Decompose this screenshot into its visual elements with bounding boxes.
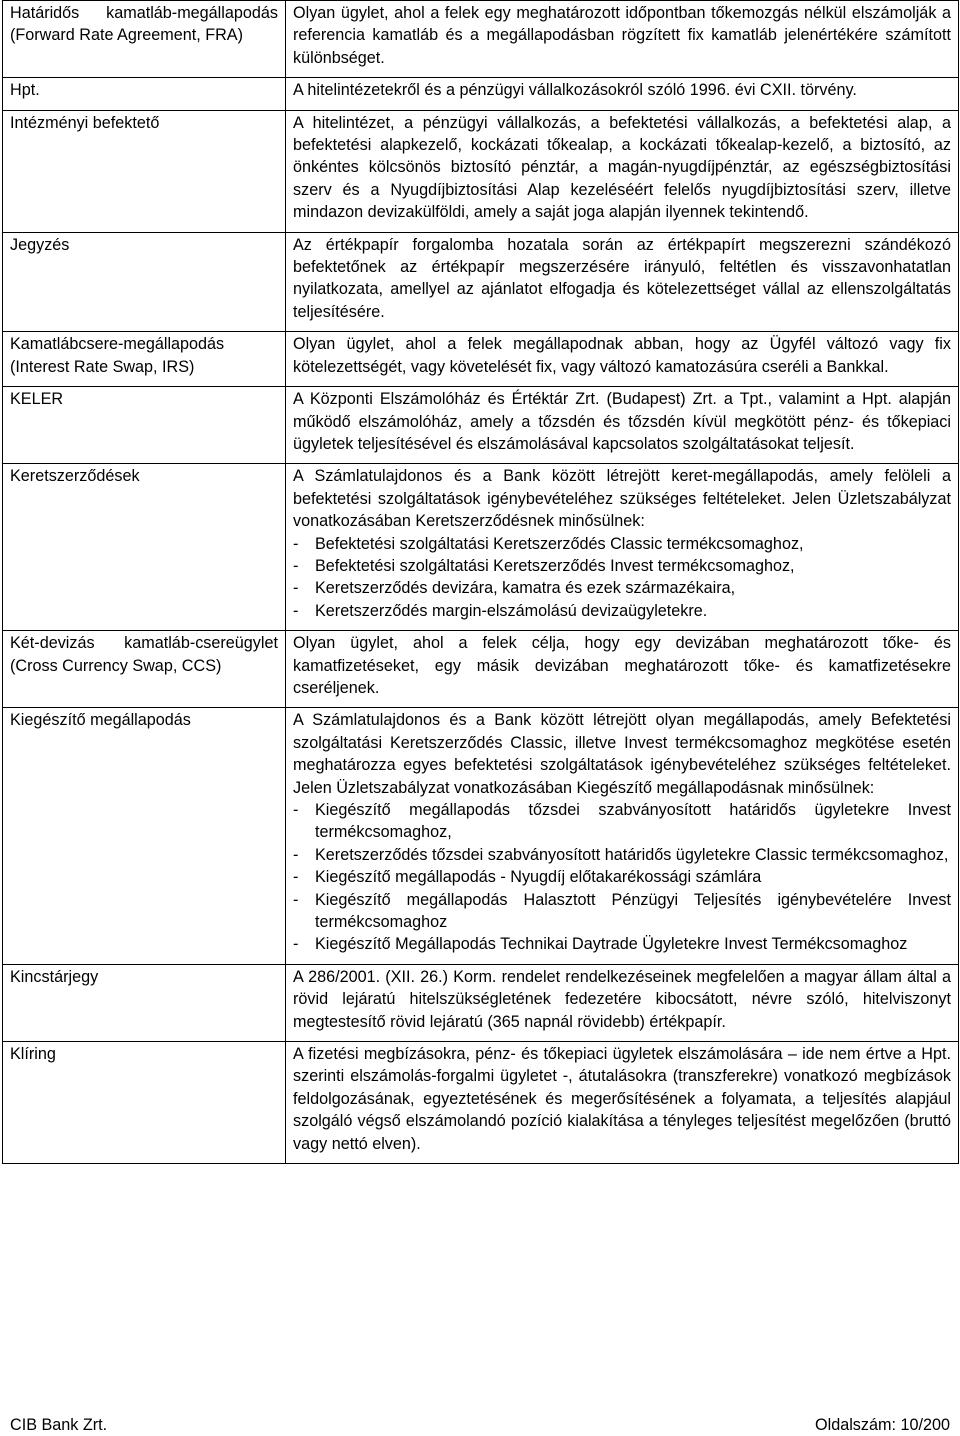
- list-item-text: Befektetési szolgáltatási Keretszerződés Classic termékcsomaghoz,: [315, 534, 804, 553]
- term-cell: [3, 232, 286, 332]
- definition-text: Olyan ügylet, ahol a felek megállapodnak abban, hogy az Ügyfél változó vagy fix kötelezettségét, vagy követelését fix, vagy változó kamatozásúra cseréli a Bankkal.: [293, 335, 951, 376]
- dash-bullet: -: [293, 801, 299, 819]
- list-item: [293, 555, 951, 577]
- term-text: Keretszerződések: [10, 467, 140, 486]
- definition-text: A fizetési megbízásokra, pénz- és tőkepiaci ügyletek elszámolására – ide nem értve a Hpt. szerinti elszámolás-forgalmi ügyletet -, átutalásokra (transzferekre) vonatkozó megbízások feldolgozásának, egyeztetésének és megerősítésének a folyamata, a teljesítés alapjául szolgáló végső elszámolandó pozíció kialakítása a tényleges teljesítést megelőzően (bruttó vagy nettó elven).: [293, 1045, 951, 1153]
- footer-page-number: Oldalszám: 10/200: [815, 1416, 950, 1434]
- definition-cell: [286, 232, 959, 332]
- list-item: [293, 933, 951, 955]
- term-cell: [3, 1042, 286, 1164]
- definition-cell: [286, 78, 959, 110]
- term-text: KELER: [10, 390, 64, 409]
- term-text: Klíring: [10, 1045, 56, 1064]
- glossary-page: [2, 0, 958, 1164]
- table-row: [3, 332, 959, 387]
- definition-text: Az értékpapír forgalomba hozatala során az értékpapírt megszerezni szándékozó befektetőnek az értékpapír megszerzésére irányuló, feltétlen és visszavonhatatlan nyilatkozata, amellyel az ajánlatot elfogadja és kötelezettséget vállal az ellenszolgáltatás teljesítésére.: [293, 235, 951, 321]
- list-item: [293, 577, 951, 599]
- definition-text: Olyan ügylet, ahol a felek célja, hogy egy devizában meghatározott tőke- és kamatfizetéseket, egy másik devizában meghatározott tőke- és kamatfizetésekre cseréljenek.: [293, 634, 951, 697]
- term-cell: [3, 964, 286, 1041]
- term-cell: [3, 631, 286, 708]
- definition-cell: [286, 110, 959, 232]
- definition-cell: [286, 708, 959, 964]
- list-item: [293, 799, 951, 844]
- term-text: Hpt.: [10, 81, 40, 100]
- definition-cell: [286, 964, 959, 1041]
- list-item: [293, 533, 951, 555]
- table-row: [3, 464, 959, 631]
- table-row: [3, 964, 959, 1041]
- list-item-text: Keretszerződés devizára, kamatra és ezek származékaira,: [315, 579, 736, 598]
- term-text: Kiegészítő megállapodás: [10, 711, 191, 730]
- dash-bullet: -: [293, 556, 299, 575]
- table-row: [3, 1042, 959, 1164]
- dash-bullet: -: [293, 935, 299, 954]
- term-text: Intézményi befektető: [10, 113, 160, 132]
- dash-bullet: -: [293, 579, 299, 598]
- term-cell: [3, 708, 286, 964]
- term-cell: [3, 332, 286, 387]
- definition-text: A Számlatulajdonos és a Bank között létrejött olyan megállapodás, amely Befektetési szolgáltatási Keretszerződés Classic, illetve Invest termékcsomaghoz megkötése esetén meghatározza egyes befektetési szolgáltatások igénybevételéhez szükséges feltételeket. Jelen Üzletszabályzat vonatkozásában Kiegészítő megállapodásnak minősülnek:: [293, 711, 951, 797]
- list-item-text: Kiegészítő Megállapodás Technikai Daytrade Ügyletekre Invest Termékcsomaghoz: [315, 935, 908, 954]
- term-text: Kincstárjegy: [10, 967, 99, 986]
- definition-text: A 286/2001. (XII. 26.) Korm. rendelet rendelkezéseinek megfelelően a magyar állam által a rövid lejáratú hitelszükségletének fedezetére kibocsátott, névre szóló, hitelviszonyt megtestesítő rövid lejáratú (365 napnál rövidebb) értékpapír.: [293, 967, 951, 1031]
- dash-bullet: -: [293, 845, 299, 864]
- term-text: Kamatlábcsere-megállapodás (Interest Rate Swap, IRS): [10, 335, 225, 376]
- term-text: Két-devizás kamatláb-csereügylet (Cross Currency Swap, CCS): [10, 634, 278, 675]
- definition-text: A Központi Elszámolóház és Értéktár Zrt. (Budapest) Zrt. a Tpt., valamint a Hpt. alapján működő elszámolóház, amely a tőzsdén és tőzsdén kívül megkötött pénz- és tőkepiaci ügyletek teljesítésével és elszámolásával kapcsolatos szolgáltatásokat teljesít.: [293, 390, 951, 453]
- term-cell: [3, 464, 286, 631]
- bullet-list: [293, 799, 951, 956]
- term-cell: [3, 1, 286, 78]
- definition-text: A Számlatulajdonos és a Bank között létrejött keret-megállapodás, amely felöleli a befektetési szolgáltatások igénybevételéhez szükséges feltételeket. Jelen Üzletszabályzat vonatkozásában Keretszerződésnek minősülnek:: [293, 467, 951, 531]
- term-text: Jegyzés: [10, 235, 70, 254]
- term-cell: [3, 110, 286, 232]
- list-item: [293, 889, 951, 934]
- glossary-table: [2, 0, 959, 1164]
- list-item: [293, 600, 951, 622]
- dash-bullet: -: [293, 868, 299, 887]
- term-cell: [3, 78, 286, 110]
- dash-bullet: -: [293, 534, 299, 553]
- term-cell: [3, 387, 286, 464]
- bullet-list: [293, 533, 951, 623]
- list-item-text: Kiegészítő megállapodás - Nyugdíj előtakarékossági számlára: [315, 868, 762, 887]
- definition-text: A hitelintézetekről és a pénzügyi vállalkozásokról szóló 1996. évi CXII. törvény.: [293, 81, 857, 100]
- definition-cell: [286, 1, 959, 78]
- list-item-text: Kiegészítő megállapodás tőzsdei szabványosított határidős ügyletekre Invest termékcsomaghoz,: [315, 801, 951, 842]
- footer-company: CIB Bank Zrt.: [10, 1416, 108, 1434]
- definition-cell: [286, 387, 959, 464]
- list-item-text: Keretszerződés margin-elszámolású devizaügyletekre.: [315, 601, 708, 620]
- list-item-text: Befektetési szolgáltatási Keretszerződés Invest termékcsomaghoz,: [315, 556, 795, 575]
- table-row: [3, 387, 959, 464]
- definition-cell: [286, 464, 959, 631]
- definition-text: Olyan ügylet, ahol a felek egy meghatározott időpontban tőkemozgás nélkül elszámolják a referencia kamatláb és a megállapodásban rögzített fix kamatláb jelenértékére számított különbséget.: [293, 4, 951, 67]
- table-row: [3, 78, 959, 110]
- dash-bullet: -: [293, 601, 299, 620]
- dash-bullet: -: [293, 890, 299, 909]
- table-row: [3, 232, 959, 332]
- term-text: Határidős kamatláb-megállapodás (Forward Rate Agreement, FRA): [10, 4, 278, 45]
- list-item-text: Keretszerződés tőzsdei szabványosított határidős ügyletekre Classic termékcsomaghoz,: [315, 845, 949, 864]
- table-row: [3, 631, 959, 708]
- list-item: [293, 866, 951, 888]
- definition-cell: [286, 332, 959, 387]
- list-item-text: Kiegészítő megállapodás Halasztott Pénzügyi Teljesítés igénybevételére Invest termékcsomaghoz: [315, 890, 951, 932]
- definition-cell: [286, 631, 959, 708]
- list-item: [293, 844, 951, 866]
- definition-text: A hitelintézet, a pénzügyi vállalkozás, a befektetési vállalkozás, a befektetési alap, a befektetési alapkezelő, kockázati tőkealap, a kockázati tőkealap-kezelő, a biztosító, az önkéntes kölcsönös biztosító pénztár, a magán-nyugdíjpénztár, az egészségbiztosítási szerv és a Nyugdíjbiztosítási Alap kezeléséért felelős nyugdíjbiztosítási szerv, illetve mindazon devizakülföldi, amely a saját joga alapján ilyennek tekintendő.: [293, 113, 951, 222]
- definition-cell: [286, 1042, 959, 1164]
- table-row: [3, 708, 959, 964]
- table-row: [3, 110, 959, 232]
- table-row: [3, 1, 959, 78]
